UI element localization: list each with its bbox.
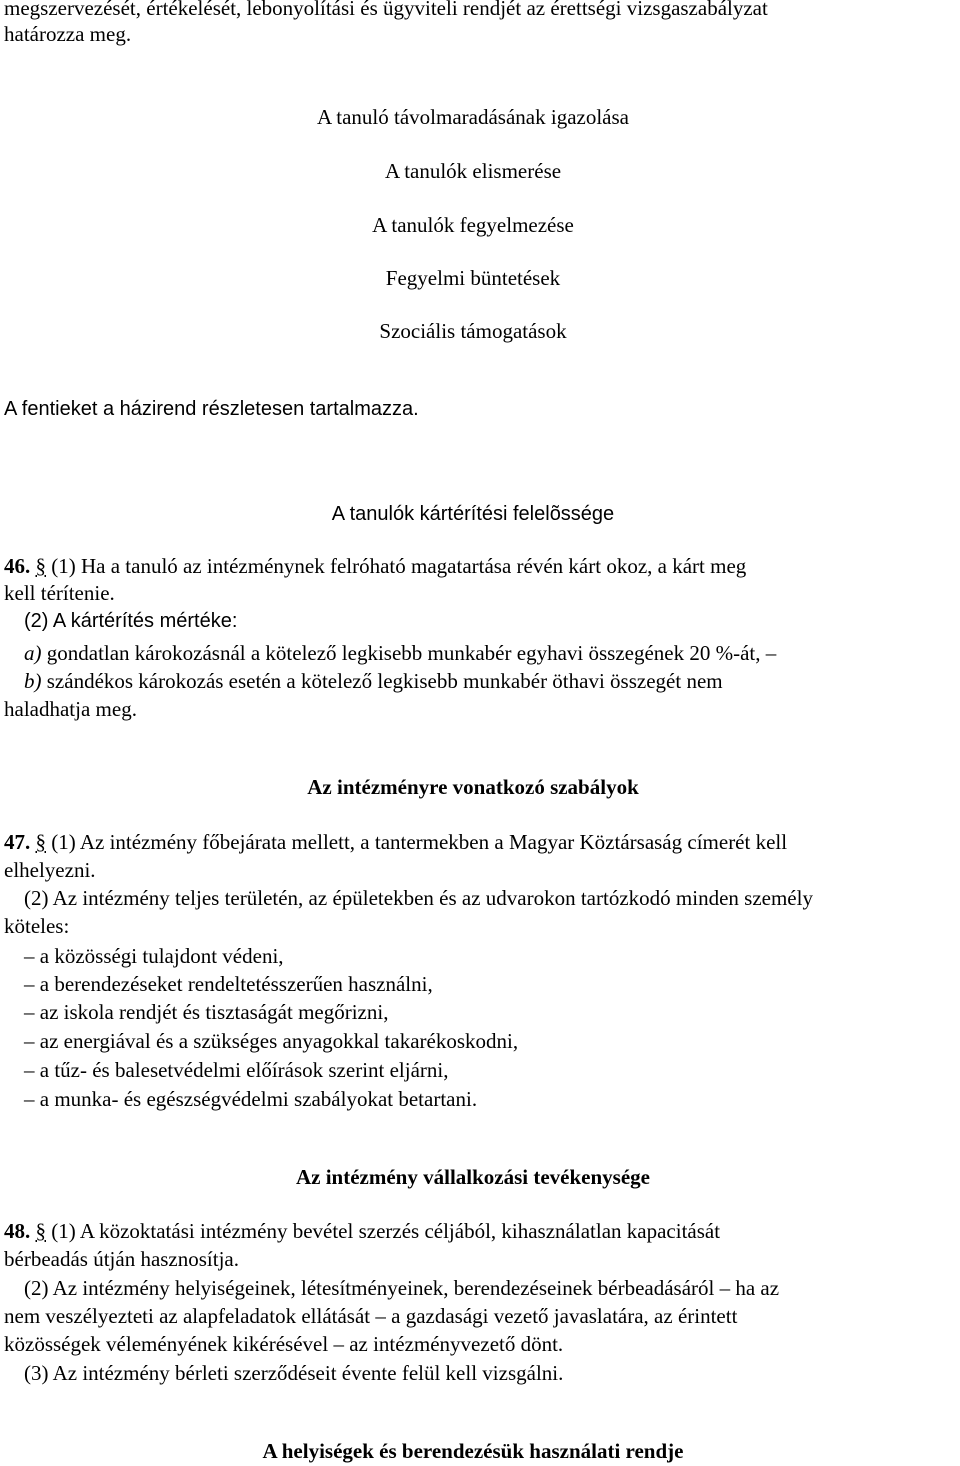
paragraph-line: kell térítenie. bbox=[4, 581, 115, 605]
list-item bbox=[24, 640, 776, 666]
section-number: 46. bbox=[4, 554, 31, 578]
list-label: b) bbox=[24, 669, 42, 693]
list-text: szándékos károkozás esetén a kötelező legkisebb munkabér öthavi összegét nem bbox=[41, 669, 723, 693]
topic-heading: A tanuló távolmaradásának igazolása bbox=[317, 105, 629, 129]
paragraph-line: bérbeadás útján hasznosítja. bbox=[4, 1247, 239, 1271]
paragraph-line: (2) Az intézmény helyiségeinek, létesítményeinek, berendezéseinek bérbeadásáról – ha az bbox=[24, 1276, 780, 1300]
list-item: – a tűz- és balesetvédelmi előírások szerint eljárni, bbox=[24, 1058, 449, 1082]
paragraph-line: (2) A kártérítés mértéke: bbox=[24, 610, 238, 632]
paragraph-line: közösségek véleményének kikérésével – az intézményvezető dönt. bbox=[4, 1332, 564, 1356]
topic-heading: Szociális támogatások bbox=[379, 319, 567, 343]
list-item: – a közösségi tulajdont védeni, bbox=[24, 944, 284, 968]
list-item: – a berendezéseket rendeltetésszerűen használni, bbox=[24, 972, 433, 996]
paragraph-text: (1) Az intézmény főbejárata mellett, a tantermekben a Magyar Köztársaság címerét kell bbox=[51, 830, 788, 854]
list-label: a) bbox=[24, 641, 42, 665]
paragraph-line: köteles: bbox=[4, 914, 70, 938]
section-number: 48. bbox=[4, 1219, 31, 1243]
topic-heading: Fegyelmi büntetések bbox=[385, 266, 561, 290]
paragraph-text: (1) Ha a tanuló az intézménynek felróható magatartása révén kárt okoz, a kárt meg bbox=[51, 554, 747, 578]
paragraph-line: haladhatja meg. bbox=[4, 697, 137, 721]
paragraph-line bbox=[4, 1218, 720, 1244]
paragraph-line: (2) Az intézmény teljes területén, az épületekben és az udvarokon tartózkodó minden személy bbox=[24, 886, 813, 910]
paragraph-sign: § bbox=[35, 1219, 46, 1243]
list-item: – az energiával és a szükséges anyagokkal takarékoskodni, bbox=[24, 1029, 519, 1053]
section-heading: Az intézmény vállalkozási tevékenysége bbox=[295, 1165, 651, 1189]
house-rules-note: A fentieket a házirend részletesen tartalmazza. bbox=[4, 398, 419, 420]
paragraph-line bbox=[4, 829, 787, 855]
paragraph-line: elhelyezni. bbox=[4, 858, 96, 882]
paragraph-line bbox=[4, 553, 746, 579]
section-number: 47. bbox=[4, 830, 31, 854]
list-item bbox=[24, 668, 723, 694]
list-text: gondatlan károkozásnál a kötelező legkisebb munkabér egyhavi összegének 20 %-át, – bbox=[41, 641, 777, 665]
paragraph-sign: § bbox=[35, 554, 46, 578]
paragraph-line: nem veszélyezteti az alapfeladatok ellátását – a gazdasági vezető javaslatára, az érintett bbox=[4, 1304, 738, 1328]
section-heading: Az intézményre vonatkozó szabályok bbox=[307, 775, 639, 799]
topic-heading: A tanulók fegyelmezése bbox=[372, 213, 574, 237]
intro-line-1: megszervezését, értékelését, lebonyolítási és ügyviteli rendjét az érettségi vizsgaszabályzat bbox=[4, 0, 768, 20]
section-heading: A helyiségek és berendezésük használati rendje bbox=[262, 1439, 684, 1463]
topic-heading: A tanulók elismerése bbox=[384, 159, 562, 183]
paragraph-text: (1) A közoktatási intézmény bevétel szerzés céljából, kihasználatlan kapacitását bbox=[51, 1219, 721, 1243]
paragraph-line: (3) Az intézmény bérleti szerződéseit évente felül kell vizsgálni. bbox=[24, 1361, 564, 1385]
list-item: – az iskola rendjét és tisztaságát megőrizni, bbox=[24, 1000, 389, 1024]
section-heading: A tanulók kártérítési felelõssége bbox=[331, 503, 615, 525]
paragraph-sign: § bbox=[35, 830, 46, 854]
list-item: – a munka- és egészségvédelmi szabályokat betartani. bbox=[24, 1087, 478, 1111]
intro-line-2: határozza meg. bbox=[4, 22, 132, 46]
